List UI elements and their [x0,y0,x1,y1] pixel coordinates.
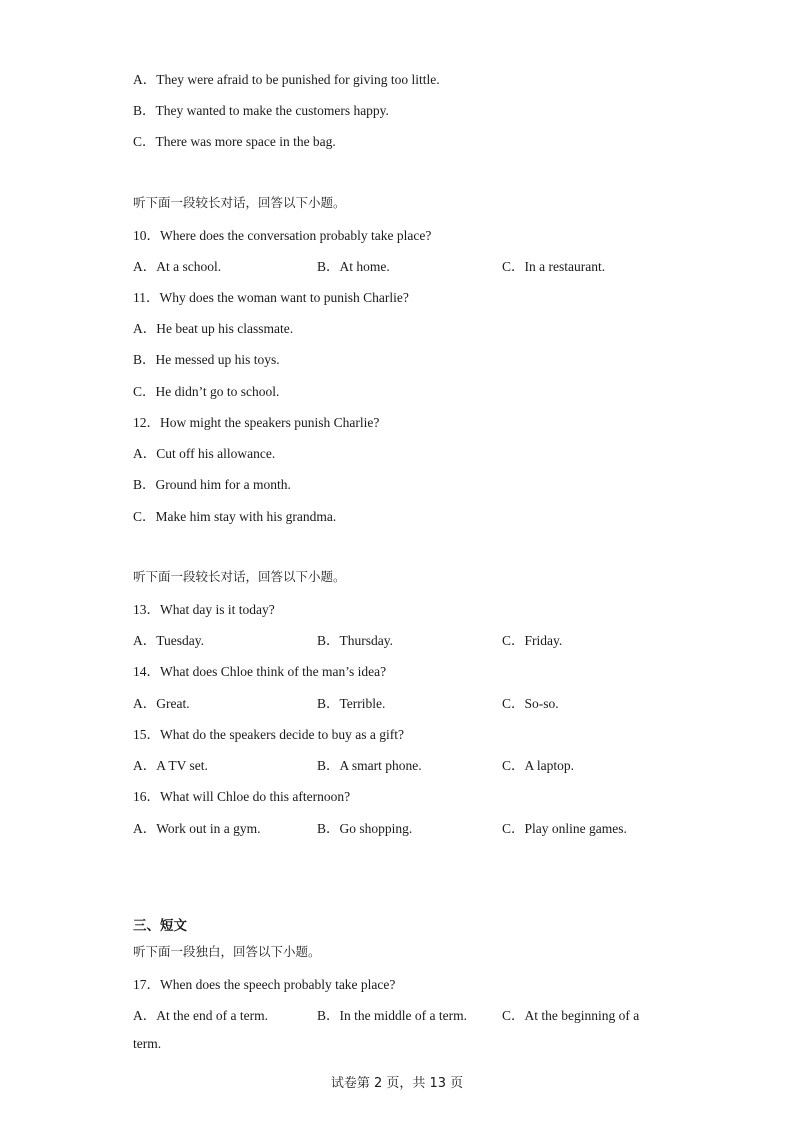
q9-option-a: A．They were afraid to be punished for giving too little. [133,72,440,87]
q15-question: 15．What do the speakers decide to buy as a gift? [133,727,405,742]
section-intro: 听下面一段独白，回答以下小题。 [133,944,321,959]
q17-option-b: B．In the middle of a term. [317,1008,467,1023]
q9-option-c: C．There was more space in the bag. [133,134,336,149]
q17-option-c: C．At the beginning of a [502,1008,640,1023]
q15-option-c: C．A laptop. [502,758,575,773]
q12-question: 12．How might the speakers punish Charlie? [133,415,380,430]
q10-option-c: C．In a restaurant. [502,259,606,274]
q9-option-b: B．They wanted to make the customers happy. [133,103,389,118]
q12-option-c: C．Make him stay with his grandma. [133,509,337,524]
q11-option-b: B．He messed up his toys. [133,352,280,367]
q13-option-b: B．Thursday. [317,633,393,648]
q14-option-b: B．Terrible. [317,696,386,711]
section-intro: 听下面一段较长对话，回答以下小题。 [133,569,346,584]
q13-option-c: C．Friday. [502,633,563,648]
q14-question: 14．What does Chloe think of the man’s idea? [133,664,387,679]
q11-option-c: C．He didn’t go to school. [133,384,280,399]
q12-option-b: B．Ground him for a month. [133,477,291,492]
q16-option-a: A．Work out in a gym. [133,821,261,836]
q13-question: 13．What day is it today? [133,602,275,617]
q14-option-a: A．Great. [133,696,190,711]
page-footer: 试卷第 2 页，共 13 页 [330,1076,464,1091]
q16-question: 16．What will Chloe do this afternoon? [133,789,351,804]
section-intro: 听下面一段较长对话，回答以下小题。 [133,195,346,210]
q15-option-a: A．A TV set. [133,758,208,773]
q17-option-c-wrap: term. [133,1036,162,1051]
q17-option-a: A．At the end of a term. [133,1008,268,1023]
q10-option-b: B．At home. [317,259,390,274]
q16-option-b: B．Go shopping. [317,821,413,836]
q10-question: 10．Where does the conversation probably take place? [133,228,432,243]
q15-option-b: B．A smart phone. [317,758,422,773]
q12-option-a: A．Cut off his allowance. [133,446,276,461]
q14-option-c: C．So-so. [502,696,559,711]
q10-option-a: A．At a school. [133,259,222,274]
q11-option-a: A．He beat up his classmate. [133,321,294,336]
q13-option-a: A．Tuesday. [133,633,205,648]
q16-option-c: C．Play online games. [502,821,627,836]
q17-question: 17．When does the speech probably take place? [133,977,396,992]
q11-question: 11．Why does the woman want to punish Charlie? [133,290,409,305]
section-heading: 三、短文 [133,918,187,934]
